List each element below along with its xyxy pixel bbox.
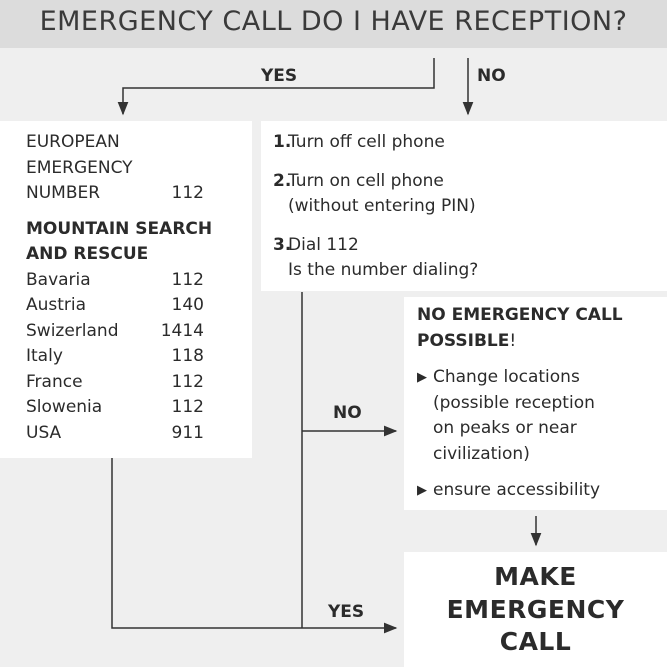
make-call-line3: CALL <box>499 627 572 656</box>
country-row <box>26 395 204 421</box>
country-number: 112 <box>171 269 204 290</box>
country-name: Swizerland <box>26 320 119 341</box>
country-number: 140 <box>171 295 204 315</box>
step-2 <box>273 169 478 220</box>
country-row <box>26 293 204 319</box>
country-row <box>26 344 204 370</box>
step-text: Dial 112 <box>288 234 359 255</box>
country-number: 118 <box>171 346 204 366</box>
bullet-text: ensure accessibility <box>433 480 601 500</box>
step-text: (without entering PIN) <box>288 196 476 216</box>
no-label-top: NO <box>477 66 506 86</box>
bullet-change-locations <box>417 365 623 467</box>
european-number: 112 <box>171 183 204 203</box>
no-call-heading-suffix: ! <box>509 330 517 351</box>
page-title: EMERGENCY CALL DO I HAVE RECEPTION? <box>39 6 628 37</box>
no-call-heading-line2-wrap <box>417 329 623 355</box>
country-name: Austria <box>26 295 87 315</box>
country-name: Bavaria <box>26 269 91 290</box>
step-text: Turn off cell phone <box>288 132 445 152</box>
country-number: 1414 <box>160 320 204 341</box>
country-row <box>26 421 204 447</box>
make-call-line1: MAKE <box>494 562 577 591</box>
make-emergency-call-box <box>404 552 667 667</box>
country-number: 112 <box>171 371 204 392</box>
right-triangle-icon: ▶ <box>417 483 427 498</box>
bullet-text: Change locations <box>433 367 580 387</box>
european-line2: EMERGENCY <box>26 157 133 178</box>
country-name: France <box>26 371 83 392</box>
yes-label-bottom: YES <box>328 602 365 622</box>
step-3 <box>273 233 478 284</box>
right-triangle-icon: ▶ <box>417 370 427 385</box>
country-row <box>26 319 204 345</box>
country-row <box>26 268 204 294</box>
steps-box <box>261 121 667 291</box>
step-number: 1. <box>273 132 292 152</box>
step-text: Turn on cell phone <box>288 170 444 191</box>
no-emergency-call-box <box>404 297 667 510</box>
step-1 <box>273 130 478 156</box>
country-name: USA <box>26 422 62 443</box>
country-row <box>26 370 204 396</box>
european-line1: EUROPEAN <box>26 132 120 152</box>
bullet-ensure-accessibility <box>417 478 623 504</box>
make-call-line2: EMERGENCY <box>446 594 625 624</box>
bullet-text: on peaks or near <box>433 418 577 438</box>
step-number: 3. <box>273 234 292 255</box>
no-call-heading-line1: NO EMERGENCY CALL <box>417 305 623 325</box>
mountain-heading-line2: AND RESCUE <box>26 244 149 264</box>
yes-label-top: YES <box>261 66 298 86</box>
step-text: Is the number dialing? <box>288 260 479 280</box>
step-number: 2. <box>273 170 292 191</box>
mountain-heading-line1: MOUNTAIN SEARCH <box>26 218 213 239</box>
emergency-numbers-box <box>0 121 252 458</box>
european-number-row <box>26 181 204 207</box>
no-call-heading-line2: POSSIBLE <box>417 330 510 351</box>
bullet-text: civilization) <box>433 443 530 464</box>
country-number: 112 <box>171 397 204 417</box>
bullet-text: (possible reception <box>433 392 595 413</box>
no-label-mid: NO <box>333 403 362 423</box>
country-name: Italy <box>26 346 63 366</box>
european-line3: NUMBER <box>26 183 101 203</box>
country-name: Slowenia <box>26 397 103 417</box>
country-number: 911 <box>171 422 204 443</box>
